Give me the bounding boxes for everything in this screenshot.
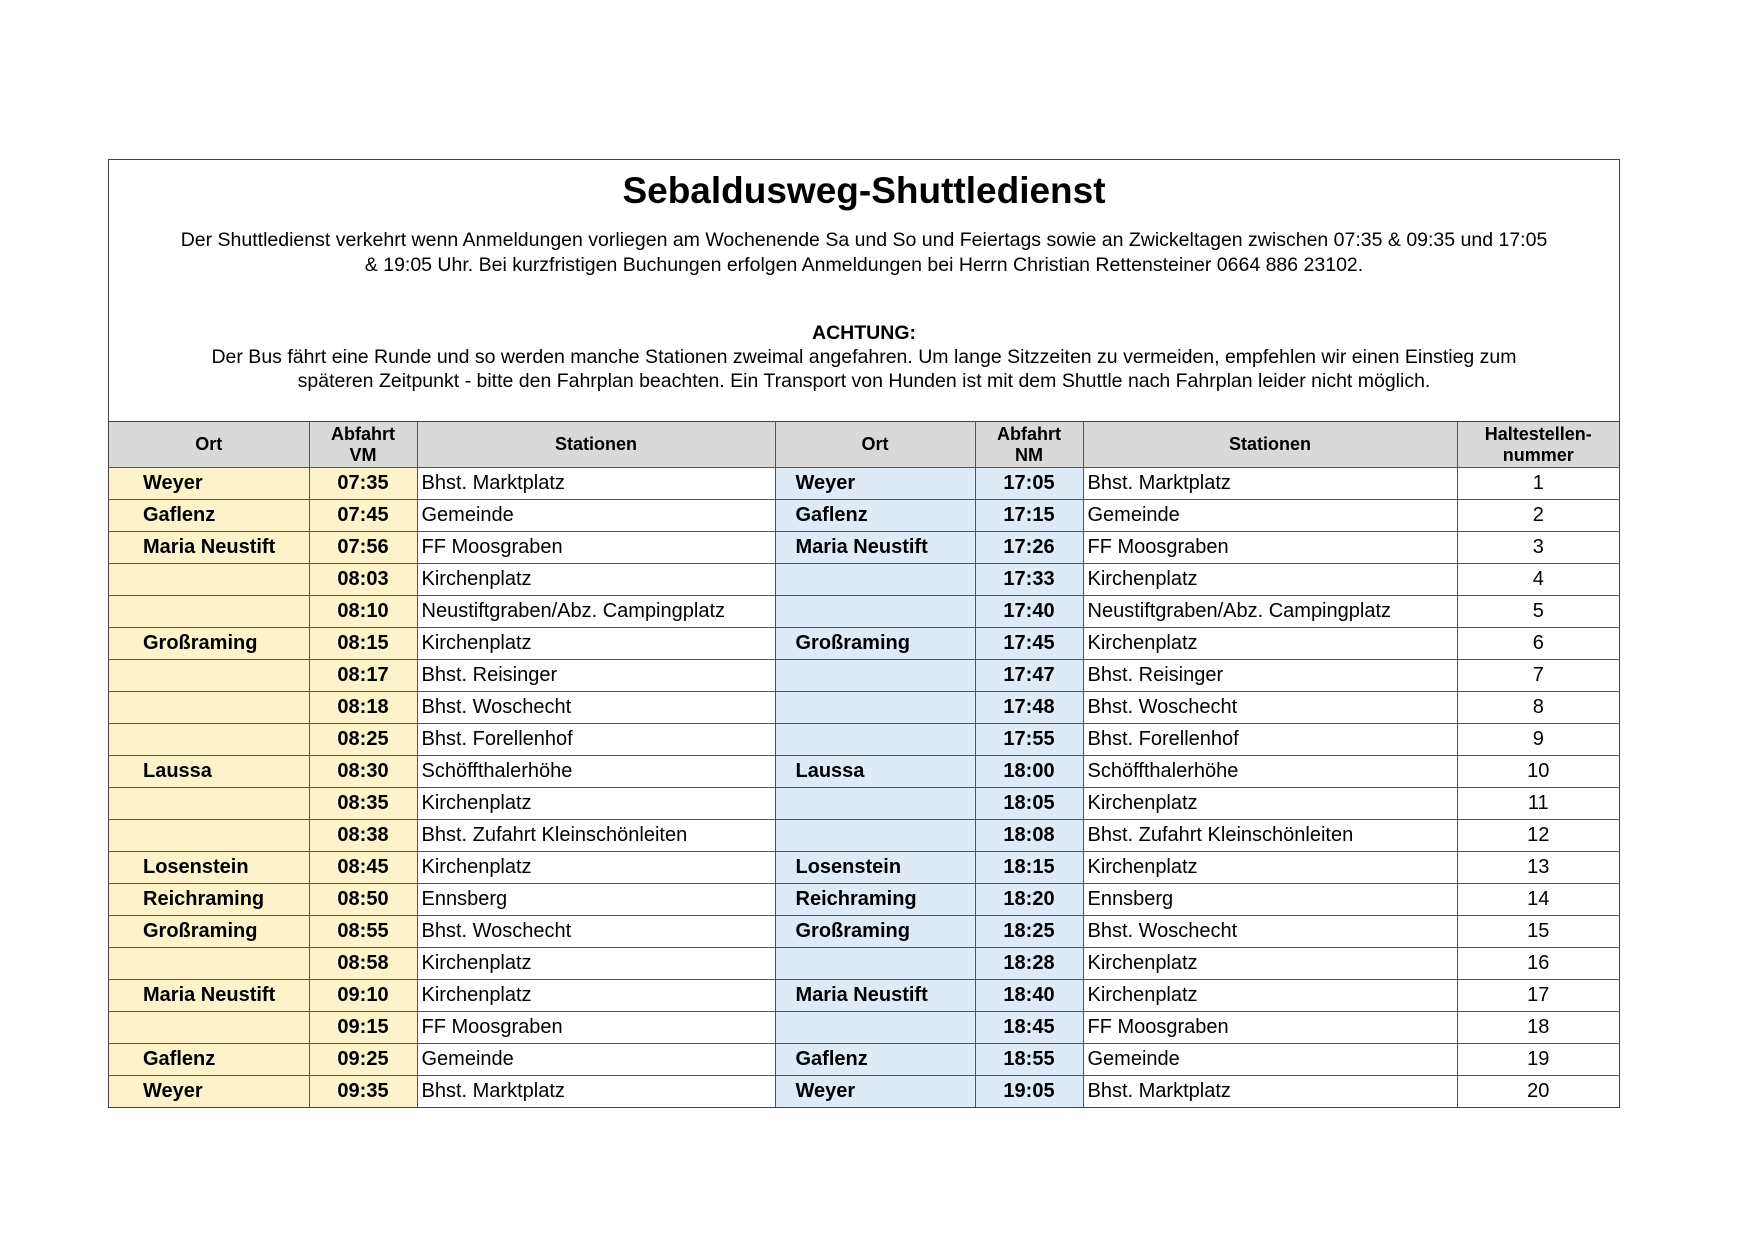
station-am-cell: Kirchenplatz	[417, 980, 775, 1012]
station-pm-cell: Bhst. Zufahrt Kleinschönleiten	[1083, 820, 1457, 852]
col-header-abfahrt-vm: Abfahrt VM	[309, 422, 417, 468]
departure-vm-cell: 08:17	[309, 660, 417, 692]
departure-vm-cell: 08:30	[309, 756, 417, 788]
departure-vm-cell: 09:10	[309, 980, 417, 1012]
station-am-cell: Bhst. Marktplatz	[417, 468, 775, 500]
departure-nm-cell: 18:45	[975, 1012, 1083, 1044]
departure-vm-cell: 07:56	[309, 532, 417, 564]
table-row	[109, 724, 1619, 756]
stop-number-cell: 3	[1457, 532, 1619, 564]
station-pm-cell: Schöffthalerhöhe	[1083, 756, 1457, 788]
table-row	[109, 820, 1619, 852]
col-header-ort-pm: Ort	[775, 422, 975, 468]
warning-line: späteren Zeitpunkt - bitte den Fahrplan beachten. Ein Transport von Hunden ist mit dem Shuttle nach Fahrplan leider nicht möglich.	[297, 370, 1431, 392]
ort-pm-cell	[775, 564, 975, 596]
ort-am-cell: Laussa	[109, 756, 309, 788]
station-pm-cell: Kirchenplatz	[1083, 564, 1457, 596]
col-header-abfahrt-nm: Abfahrt NM	[975, 422, 1083, 468]
page-title: Sebaldusweg-Shuttledienst	[622, 170, 1106, 211]
station-pm-cell: Gemeinde	[1083, 1044, 1457, 1076]
col-header-haltestellennummer: Haltestellen- nummer	[1457, 422, 1619, 468]
ort-am-cell: Gaflenz	[109, 500, 309, 532]
ort-pm-cell: Losenstein	[775, 852, 975, 884]
ort-pm-cell: Laussa	[775, 756, 975, 788]
ort-am-cell: Großraming	[109, 628, 309, 660]
departure-nm-cell: 17:48	[975, 692, 1083, 724]
stop-number-cell: 7	[1457, 660, 1619, 692]
station-pm-cell: FF Moosgraben	[1083, 532, 1457, 564]
table-row	[109, 628, 1619, 660]
table-row	[109, 1076, 1619, 1108]
intro-line: & 19:05 Uhr. Bei kurzfristigen Buchungen erfolgen Anmeldungen bei Herrn Christian Rettensteiner 0664 886 23102.	[364, 254, 1364, 276]
departure-vm-cell: 08:45	[309, 852, 417, 884]
departure-vm-cell: 07:45	[309, 500, 417, 532]
ort-pm-cell: Weyer	[775, 468, 975, 500]
stop-number-cell: 5	[1457, 596, 1619, 628]
departure-nm-cell: 19:05	[975, 1076, 1083, 1108]
departure-nm-cell: 17:47	[975, 660, 1083, 692]
ort-pm-cell	[775, 948, 975, 980]
departure-vm-cell: 09:25	[309, 1044, 417, 1076]
table-row	[109, 660, 1619, 692]
table-row	[109, 564, 1619, 596]
stop-number-cell: 2	[1457, 500, 1619, 532]
station-am-cell: Kirchenplatz	[417, 948, 775, 980]
departure-vm-cell: 08:50	[309, 884, 417, 916]
ort-am-cell: Reichraming	[109, 884, 309, 916]
col-header-ort-am: Ort	[109, 422, 309, 468]
table-row	[109, 500, 1619, 532]
departure-vm-cell: 09:15	[309, 1012, 417, 1044]
station-am-cell: Bhst. Woschecht	[417, 692, 775, 724]
stop-number-cell: 8	[1457, 692, 1619, 724]
departure-vm-cell: 08:25	[309, 724, 417, 756]
departure-nm-cell: 18:08	[975, 820, 1083, 852]
stop-number-cell: 13	[1457, 852, 1619, 884]
ort-pm-cell: Maria Neustift	[775, 532, 975, 564]
stop-number-cell: 15	[1457, 916, 1619, 948]
col-header-stationen-pm: Stationen	[1083, 422, 1457, 468]
departure-nm-cell: 18:05	[975, 788, 1083, 820]
ort-am-cell: Maria Neustift	[109, 532, 309, 564]
table-row	[109, 532, 1619, 564]
stop-number-cell: 12	[1457, 820, 1619, 852]
station-am-cell: Gemeinde	[417, 1044, 775, 1076]
departure-vm-cell: 08:58	[309, 948, 417, 980]
ort-pm-cell: Maria Neustift	[775, 980, 975, 1012]
ort-am-cell	[109, 692, 309, 724]
departure-nm-cell: 17:40	[975, 596, 1083, 628]
table-row	[109, 1012, 1619, 1044]
departure-nm-cell: 18:20	[975, 884, 1083, 916]
table-row	[109, 884, 1619, 916]
ort-pm-cell	[775, 788, 975, 820]
station-pm-cell: Bhst. Woschecht	[1083, 916, 1457, 948]
stop-number-cell: 1	[1457, 468, 1619, 500]
ort-am-cell	[109, 724, 309, 756]
ort-pm-cell	[775, 692, 975, 724]
ort-am-cell: Gaflenz	[109, 1044, 309, 1076]
station-pm-cell: Gemeinde	[1083, 500, 1457, 532]
departure-nm-cell: 18:00	[975, 756, 1083, 788]
ort-pm-cell	[775, 724, 975, 756]
stop-number-cell: 4	[1457, 564, 1619, 596]
station-am-cell: Kirchenplatz	[417, 564, 775, 596]
station-am-cell: FF Moosgraben	[417, 1012, 775, 1044]
schedule-sheet	[108, 159, 1620, 1108]
departure-vm-cell: 08:10	[309, 596, 417, 628]
ort-am-cell	[109, 660, 309, 692]
station-pm-cell: Bhst. Marktplatz	[1083, 468, 1457, 500]
station-am-cell: Bhst. Zufahrt Kleinschönleiten	[417, 820, 775, 852]
ort-am-cell: Großraming	[109, 916, 309, 948]
stop-number-cell: 20	[1457, 1076, 1619, 1108]
station-am-cell: Gemeinde	[417, 500, 775, 532]
intro-line: Der Shuttledienst verkehrt wenn Anmeldungen vorliegen am Wochenende Sa und So und Feiertags sowie an Zwickeltagen zwischen 07:35 & 09:35 und 17:05	[180, 229, 1548, 251]
ort-pm-cell: Großraming	[775, 628, 975, 660]
ort-pm-cell	[775, 1012, 975, 1044]
departure-vm-cell: 08:18	[309, 692, 417, 724]
departure-nm-cell: 17:15	[975, 500, 1083, 532]
departure-nm-cell: 18:25	[975, 916, 1083, 948]
table-row	[109, 948, 1619, 980]
station-am-cell: Kirchenplatz	[417, 628, 775, 660]
ort-am-cell	[109, 788, 309, 820]
station-am-cell: Bhst. Forellenhof	[417, 724, 775, 756]
ort-pm-cell: Großraming	[775, 916, 975, 948]
departure-nm-cell: 17:26	[975, 532, 1083, 564]
station-pm-cell: Kirchenplatz	[1083, 628, 1457, 660]
station-pm-cell: Kirchenplatz	[1083, 852, 1457, 884]
ort-am-cell: Losenstein	[109, 852, 309, 884]
station-pm-cell: Bhst. Marktplatz	[1083, 1076, 1457, 1108]
station-pm-cell: FF Moosgraben	[1083, 1012, 1457, 1044]
stop-number-cell: 10	[1457, 756, 1619, 788]
departure-nm-cell: 18:28	[975, 948, 1083, 980]
ort-pm-cell	[775, 820, 975, 852]
station-am-cell: Bhst. Marktplatz	[417, 1076, 775, 1108]
timetable	[109, 421, 1619, 1107]
warning-title: ACHTUNG:	[812, 322, 916, 344]
stop-number-cell: 17	[1457, 980, 1619, 1012]
departure-vm-cell: 07:35	[309, 468, 417, 500]
station-pm-cell: Neustiftgraben/Abz. Campingplatz	[1083, 596, 1457, 628]
station-am-cell: FF Moosgraben	[417, 532, 775, 564]
schedule-header	[109, 160, 1619, 421]
departure-nm-cell: 18:55	[975, 1044, 1083, 1076]
warning-line: Der Bus fährt eine Runde und so werden manche Stationen zweimal angefahren. Um lange Sitzzeiten zu vermeiden, empfehlen wir einen Einstieg zum	[211, 346, 1517, 368]
stop-number-cell: 11	[1457, 788, 1619, 820]
departure-vm-cell: 08:15	[309, 628, 417, 660]
table-row	[109, 916, 1619, 948]
ort-pm-cell: Gaflenz	[775, 1044, 975, 1076]
station-am-cell: Schöffthalerhöhe	[417, 756, 775, 788]
station-pm-cell: Bhst. Woschecht	[1083, 692, 1457, 724]
departure-vm-cell: 09:35	[309, 1076, 417, 1108]
table-row	[109, 756, 1619, 788]
table-row	[109, 468, 1619, 500]
warning-text	[149, 345, 1579, 393]
table-row	[109, 1044, 1619, 1076]
departure-vm-cell: 08:38	[309, 820, 417, 852]
departure-nm-cell: 17:33	[975, 564, 1083, 596]
station-pm-cell: Bhst. Forellenhof	[1083, 724, 1457, 756]
table-row	[109, 692, 1619, 724]
station-pm-cell: Ennsberg	[1083, 884, 1457, 916]
station-pm-cell: Bhst. Reisinger	[1083, 660, 1457, 692]
stop-number-cell: 19	[1457, 1044, 1619, 1076]
departure-nm-cell: 17:45	[975, 628, 1083, 660]
ort-pm-cell	[775, 596, 975, 628]
ort-am-cell: Weyer	[109, 468, 309, 500]
departure-nm-cell: 17:55	[975, 724, 1083, 756]
ort-am-cell	[109, 1012, 309, 1044]
ort-am-cell	[109, 596, 309, 628]
stop-number-cell: 16	[1457, 948, 1619, 980]
station-pm-cell: Kirchenplatz	[1083, 980, 1457, 1012]
station-am-cell: Kirchenplatz	[417, 852, 775, 884]
station-am-cell: Ennsberg	[417, 884, 775, 916]
departure-nm-cell: 18:40	[975, 980, 1083, 1012]
station-pm-cell: Kirchenplatz	[1083, 948, 1457, 980]
departure-nm-cell: 17:05	[975, 468, 1083, 500]
ort-pm-cell: Gaflenz	[775, 500, 975, 532]
table-header-row	[109, 422, 1619, 468]
departure-vm-cell: 08:55	[309, 916, 417, 948]
ort-am-cell	[109, 948, 309, 980]
ort-pm-cell	[775, 660, 975, 692]
station-am-cell: Kirchenplatz	[417, 788, 775, 820]
table-row	[109, 596, 1619, 628]
intro-text	[119, 228, 1609, 278]
stop-number-cell: 9	[1457, 724, 1619, 756]
ort-am-cell	[109, 564, 309, 596]
ort-pm-cell: Weyer	[775, 1076, 975, 1108]
stop-number-cell: 6	[1457, 628, 1619, 660]
departure-vm-cell: 08:03	[309, 564, 417, 596]
table-row	[109, 852, 1619, 884]
stop-number-cell: 18	[1457, 1012, 1619, 1044]
table-row	[109, 788, 1619, 820]
ort-am-cell	[109, 820, 309, 852]
departure-nm-cell: 18:15	[975, 852, 1083, 884]
departure-vm-cell: 08:35	[309, 788, 417, 820]
stop-number-cell: 14	[1457, 884, 1619, 916]
ort-pm-cell: Reichraming	[775, 884, 975, 916]
table-row	[109, 980, 1619, 1012]
col-header-stationen-am: Stationen	[417, 422, 775, 468]
ort-am-cell: Weyer	[109, 1076, 309, 1108]
station-pm-cell: Kirchenplatz	[1083, 788, 1457, 820]
station-am-cell: Neustiftgraben/Abz. Campingplatz	[417, 596, 775, 628]
ort-am-cell: Maria Neustift	[109, 980, 309, 1012]
station-am-cell: Bhst. Woschecht	[417, 916, 775, 948]
station-am-cell: Bhst. Reisinger	[417, 660, 775, 692]
